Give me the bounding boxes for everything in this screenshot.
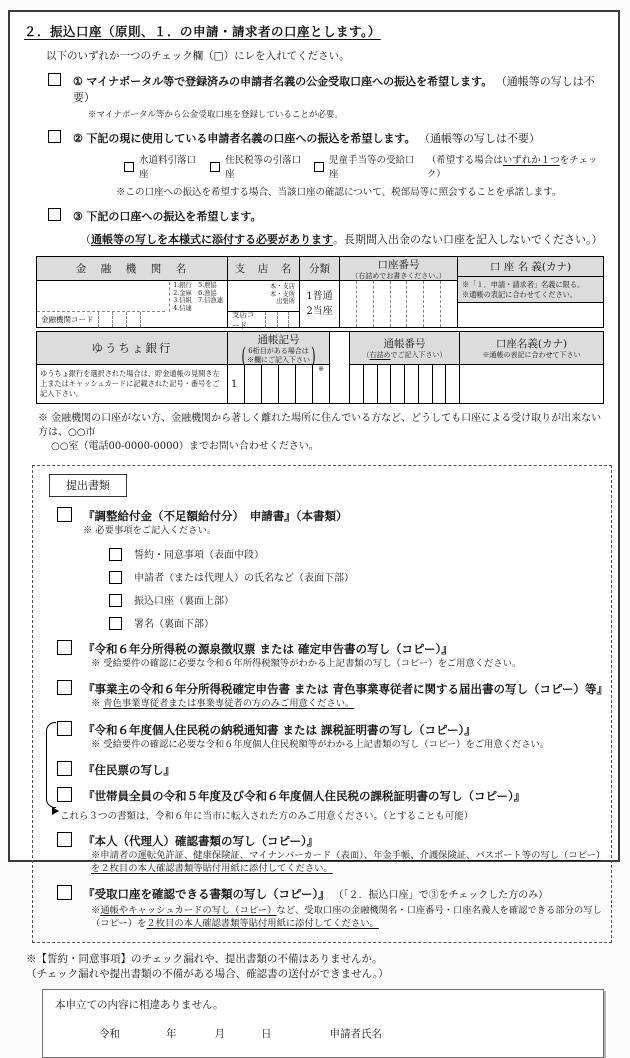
month-label: 月 — [214, 1028, 225, 1040]
no-account-note-line2: ○○室（電話00-0000-0000）までお問い合わせください。 — [51, 441, 319, 452]
account-proof-checkbox[interactable] — [57, 885, 72, 900]
branch-type-line3: 出張所 — [276, 298, 295, 306]
holder-name-header-text: 口 座 名 義(カナ) — [489, 261, 572, 273]
fin-code-cell[interactable] — [98, 312, 112, 327]
withholding-note: ※ 受給要件の確認に必要な令和６年所得税額等がわかる上記書類の写し（コピー）をご用意ください。 — [91, 657, 522, 669]
signature-date-row[interactable] — [99, 1026, 593, 1041]
doc-application-title: 『調整給付金（不足額給付分） 申請書』（本書類） — [83, 509, 348, 523]
water-account-label: 水道料引落口座 — [139, 155, 197, 180]
symbol-sub-line2: ※欄にご記入下さい — [247, 355, 310, 364]
number-cell[interactable] — [432, 365, 446, 403]
symbol-cell[interactable] — [244, 365, 261, 403]
class-column — [299, 257, 339, 327]
branch-header — [228, 257, 299, 281]
tax-notice-checkbox[interactable] — [57, 721, 72, 736]
residence-title: 『住民票の写し』 — [83, 763, 175, 777]
applicant-name-label: 申請者（または代理人）の氏名など（表面下部） — [134, 572, 354, 584]
identity-note-underlined: 運転免許証、健康保険証、マイナンバーカード（表面）、年金手帳、介護保険証、パスポート等の写し（コピー）を２枚目の本人確認書類等貼付用紙に添付してください。 — [91, 850, 601, 874]
household-checkbox[interactable] — [57, 787, 72, 802]
doc-item-residence — [57, 759, 603, 777]
no-account-note-line1: ※ 金融機関の口座がない方、金融機関から著しく離れた場所に住んでいる方など、どうしても口座による受け取りが出来ない方は、○○市 — [38, 413, 602, 438]
institution-type-list — [169, 282, 225, 312]
signature-statement: 本申立ての内容に相違ありません。 — [55, 999, 224, 1011]
symbol-cell-extra[interactable] — [312, 365, 329, 403]
digit-cell[interactable] — [390, 281, 407, 327]
final-check-line2: （チェック漏れや提出書類の不備がある場合、確認書の送付ができません。） — [26, 968, 389, 980]
applicant-name-field-label: 申請者氏名 — [329, 1028, 382, 1040]
final-check-line1: ※【誓約・同意事項】のチェック漏れや、提出書類の不備はありませんか。 — [26, 953, 383, 965]
passbook-number-cells — [350, 365, 459, 403]
number-sub-post: でご記入下さい） — [390, 351, 447, 360]
holder-name-note — [458, 277, 603, 303]
fin-code-cell[interactable] — [112, 312, 126, 327]
identity-title: 『本人（代理人）確認書類の写し（コピー）』 — [83, 834, 319, 848]
identity-note — [91, 850, 603, 875]
fin-code-label: 金融機関コード — [41, 315, 94, 324]
opt3-paren-post: 。長期間入出金のない口座を記入しないでください。） — [333, 233, 603, 246]
branch-code-row — [228, 309, 299, 330]
branch-code-cell[interactable] — [277, 312, 288, 327]
class-option-toza: 2当座 — [306, 306, 333, 317]
holder-note-line2: ※通帳の表記に合わせてください。 — [462, 290, 578, 299]
residence-checkbox[interactable] — [57, 761, 72, 776]
signature-box — [42, 989, 604, 1058]
spacer-column — [329, 332, 349, 403]
digit-cell[interactable] — [373, 281, 390, 327]
doc-item-household — [57, 785, 603, 803]
account-number-cells — [340, 281, 457, 327]
day-label: 日 — [261, 1028, 272, 1040]
symbol-cell-prefilled[interactable] — [228, 365, 244, 403]
holder-name-input[interactable] — [458, 303, 603, 327]
branch-type-line2: 本・支所 — [269, 290, 295, 298]
yucho-help-text: ゆうちょ銀行を選択された場合は、貯金通帳の見開き左上またはキャッシュカードに記載された記号・番号をご記入下さい。 — [40, 369, 220, 398]
digit-cell[interactable] — [340, 281, 356, 327]
digit-cell[interactable] — [406, 281, 423, 327]
option-1-number: ① — [73, 75, 83, 88]
account-proof-note — [91, 905, 603, 930]
opt3-paren-bold: 通帳等の写しを本様式に添付する必要があります — [91, 233, 333, 246]
symbol-cell[interactable] — [261, 365, 278, 403]
number-cell[interactable] — [377, 365, 391, 403]
fin-name-column — [37, 257, 227, 327]
option-2-main: 下記の現に使用している申請者名義の口座への振込を希望します。 — [86, 132, 416, 145]
class-header-text: 分類 — [309, 263, 330, 275]
sub-account-child — [314, 152, 417, 180]
option-2-sub-accounts — [124, 152, 604, 180]
account-proof-note-u2: ２枚目の本人確認書類等貼付用紙に添付してください。 — [146, 917, 379, 929]
pledge-checkbox[interactable] — [109, 548, 122, 561]
account-number-header-text: 口座番号 — [377, 258, 420, 271]
sub-account-paren — [427, 152, 604, 180]
branch-code-cell[interactable] — [265, 312, 276, 327]
option-3-paren-line — [80, 231, 604, 247]
form-page — [8, 10, 620, 1040]
doc-sub-account — [109, 592, 603, 607]
account-number-column — [339, 257, 457, 327]
doc-application-note: ※ 必要事項をご記入ください。 — [83, 525, 217, 536]
yucho-name-column — [37, 332, 227, 403]
doc-item-account-proof — [57, 883, 603, 903]
option-1-row — [48, 72, 604, 105]
passbook-symbol-cells — [228, 365, 329, 403]
sub-account-water — [124, 152, 200, 180]
acct-sub-pre: （ — [351, 271, 359, 280]
number-cell[interactable] — [390, 365, 404, 403]
option-2-text — [73, 130, 540, 146]
pledge-label: 誓約・同意事項（表面中段） — [134, 549, 264, 561]
acct-sub-underlined: 右詰め — [358, 271, 380, 280]
option-2-number: ② — [73, 132, 83, 145]
yucho-holder-input[interactable] — [460, 365, 603, 403]
option-3-text — [73, 208, 262, 224]
number-sub-pre: （ — [362, 351, 370, 360]
applicant-name-checkbox[interactable] — [109, 571, 122, 584]
opt3-paren-pre: （ — [80, 233, 91, 246]
yucho-holder-header-text: 口座名義(カナ) — [495, 338, 568, 351]
passbook-symbol-header — [228, 332, 329, 369]
account-proof-titles — [83, 887, 548, 903]
final-check-note — [26, 952, 604, 982]
withholding-checkbox[interactable] — [57, 640, 72, 655]
era-label: 令和 — [99, 1028, 120, 1040]
section-intro: 以下のいずれか一つのチェック欄（□）にレを入れてください。 — [46, 50, 350, 62]
account-proof-note-mid: など、受取口座の金融機関名・口座番号・口座名義人を確認できる部分の写し（コピー）を — [91, 905, 602, 929]
account-proof-note-u1: 通帳やキャッシュカードの写し（コピー） — [100, 905, 277, 916]
group-bracket — [46, 722, 56, 809]
tax-notice-note: ※ 受給要件の確認に必要な令和６年度個人住民税額等がわかる上記書類の写し（コピー）をご用意ください。 — [91, 738, 550, 750]
signature-label: 署名（裏面下部） — [134, 618, 214, 630]
number-cell[interactable] — [350, 365, 363, 403]
branch-input[interactable] — [228, 281, 299, 330]
documents-box-label: 提出書類 — [49, 474, 127, 497]
tax-notice-title: 『令和６年度個人住民税の納税通知書 または 課税証明書の写し（コピー）』 — [83, 722, 476, 737]
fin-code-cell[interactable] — [140, 312, 154, 327]
passbook-number-header-text: 通帳番号 — [383, 338, 426, 351]
branch-type-list — [270, 283, 295, 306]
passbook-number-header-sub — [350, 351, 459, 360]
yucho-holder-header-sub: ※通帳の表記に合わせて下さい — [482, 351, 581, 360]
option-1-checkbox[interactable] — [48, 73, 61, 86]
branch-code-label: 支店コード — [232, 309, 255, 330]
account-proof-note-pre: ※ — [91, 905, 101, 916]
passbook-number-column — [349, 332, 459, 403]
child-account-label: 児童手当等の受給口座 — [329, 155, 415, 180]
type-list-line1: 1.銀行 5.農協 — [173, 282, 217, 289]
doc-sub-name — [109, 569, 603, 584]
symbol-sub-line1: 6桁目がある場合は — [248, 347, 309, 355]
doc-application-checkbox[interactable] — [57, 507, 72, 522]
proprietor-note-pre: ※ — [91, 698, 104, 709]
fin-name-header — [37, 257, 227, 281]
digit-cell[interactable] — [423, 281, 440, 327]
yucho-holder-column — [459, 332, 603, 403]
doc-item-withholding — [57, 638, 603, 656]
acct-sub-post: でお書きください。） — [379, 271, 446, 280]
proprietor-title: 『事業主の令和６年分所得税確定申告書 または 青色事業専従者に関する届出書の写し（コピー）等』 — [83, 682, 609, 696]
water-account-checkbox[interactable] — [124, 162, 134, 172]
passbook-symbol-header-text: 通帳記号 — [257, 334, 300, 346]
digit-cell[interactable] — [356, 281, 373, 327]
identity-checkbox[interactable] — [57, 832, 72, 847]
number-cell[interactable] — [445, 365, 459, 403]
holder-name-column — [457, 257, 603, 327]
three-docs-note: これら３つの書類は、令和６年に当市に転入された方のみご用意ください。（とすることも可能） — [60, 811, 474, 822]
number-sub-underlined: 右詰め — [369, 351, 391, 360]
option-3-row — [48, 207, 604, 224]
yucho-table — [36, 331, 604, 404]
number-cell[interactable] — [418, 365, 432, 403]
branch-header-text: 支 店 名 — [234, 263, 293, 275]
no-account-note — [38, 412, 604, 454]
proprietor-checkbox[interactable] — [57, 680, 72, 695]
doc-sub-pledge — [109, 546, 603, 561]
account-number-header-sub — [340, 272, 457, 281]
type-list-line2: 2.金庫 6.漁協 — [173, 289, 217, 297]
tax-account-checkbox[interactable] — [210, 162, 220, 172]
documents-box — [32, 465, 612, 943]
branch-type-line1: 本・支店 — [269, 283, 295, 290]
fin-name-header-text: 金 融 機 関 名 — [75, 263, 189, 275]
transfer-account-checkbox[interactable] — [109, 594, 122, 607]
identity-note-pre: ※申請者の — [91, 850, 138, 861]
option-2-row — [48, 129, 604, 146]
yucho-bank-name: ゆうちょ銀行 — [91, 341, 173, 355]
section-title: ２．振込口座（原則、１．の申請・請求者の口座とします。） — [24, 24, 381, 39]
passbook-number-header — [350, 332, 459, 365]
tax-account-label: 住民税等の引落口座 — [225, 155, 302, 180]
holder-name-header — [458, 257, 603, 277]
class-header — [300, 257, 339, 281]
option-1-paren: （通帳等の写しは不要） — [73, 75, 595, 104]
sub-paren-pre: （希望する場合は — [426, 155, 503, 166]
option-3-number: ③ — [73, 210, 83, 223]
doc-item-identity — [57, 830, 603, 848]
right-paren-glyph: ) — [311, 342, 316, 369]
transfer-in-group — [47, 719, 603, 823]
class-input[interactable] — [300, 281, 339, 327]
type-list-line4: 4.信連 — [173, 304, 192, 312]
option-1-note: ※マイナポータル等から公金受取口座を登録していることが必要。 — [88, 110, 343, 120]
proprietor-note — [91, 698, 603, 711]
sub-paren-post: をチェック） — [426, 155, 598, 180]
sub-account-tax — [210, 152, 304, 180]
digit-cell[interactable] — [440, 281, 457, 327]
fin-name-input[interactable] — [37, 281, 227, 327]
transfer-account-label: 振込口座（裏面上部） — [134, 595, 234, 607]
class-option-futsu: 1普通 — [306, 291, 333, 302]
option-3-checkbox[interactable] — [48, 208, 61, 221]
withholding-title: 『令和６年分所得税の源泉徴収票 または 確定申告書の写し（コピー）』 — [83, 641, 453, 656]
child-account-checkbox[interactable] — [314, 162, 324, 172]
bank-account-table — [36, 256, 604, 328]
left-paren-glyph: ( — [241, 342, 246, 369]
doc-item-proprietor — [57, 678, 609, 696]
option-1-main: マイナポータル等で登録済みの申請者名義の公金受取口座への振込を希望します。 — [86, 75, 493, 88]
account-number-header — [340, 257, 457, 281]
symbol-prefill-value: 1 — [231, 378, 238, 390]
sub-paren-underlined: いずれか１つ — [502, 155, 560, 166]
account-proof-title: 『受取口座を確認できる書類の写し（コピー）』 — [83, 887, 330, 901]
yucho-bank-header — [37, 332, 227, 365]
number-cell[interactable] — [363, 365, 377, 403]
option-1-text — [73, 73, 604, 105]
fin-code-cell[interactable] — [126, 312, 140, 327]
yucho-holder-header — [460, 332, 603, 365]
signature-checkbox[interactable] — [109, 617, 122, 630]
doc-item-tax-notice — [57, 719, 603, 737]
account-proof-suffix: （「２．振込口座」で③をチェックした方のみ） — [333, 890, 549, 901]
symbol-sub-lines — [247, 347, 310, 364]
doc-item-application — [57, 505, 603, 523]
fin-code-row — [37, 311, 165, 327]
year-label: 年 — [166, 1028, 177, 1040]
branch-code-cell[interactable] — [288, 312, 299, 327]
passbook-symbol-column — [227, 332, 329, 403]
branch-column — [227, 257, 299, 330]
option-2-note: ※この口座への振込を希望する場合、当該口座の確認について、税部局等に照会することを承諾します。 — [116, 187, 562, 198]
number-cell[interactable] — [404, 365, 418, 403]
option-3-main: 下記の口座への振込を希望します。 — [86, 210, 262, 223]
holder-note-line1: ※「１．申請・請求者」名義に限る。 — [462, 280, 585, 289]
symbol-cell[interactable] — [278, 365, 295, 403]
passbook-symbol-header-sub — [228, 342, 329, 369]
doc-sub-signature — [109, 615, 603, 630]
option-2-paren: （通帳等の写しは不要） — [419, 132, 540, 145]
household-title: 『世帯員全員の令和５年度及び令和６年度個人住民税の課税証明書の写し（コピー）』 — [83, 789, 526, 803]
option-2-checkbox[interactable] — [48, 130, 61, 143]
symbol-cell[interactable] — [295, 365, 312, 403]
type-list-line3: 3.信組 7.信漁連 — [173, 297, 223, 305]
proprietor-note-underlined: 青色事業専従者または事業専従者の方のみご用意ください。 — [103, 698, 355, 709]
group-bracket-arrow — [52, 807, 59, 815]
symbol-extra-mark: ※ — [318, 365, 324, 373]
